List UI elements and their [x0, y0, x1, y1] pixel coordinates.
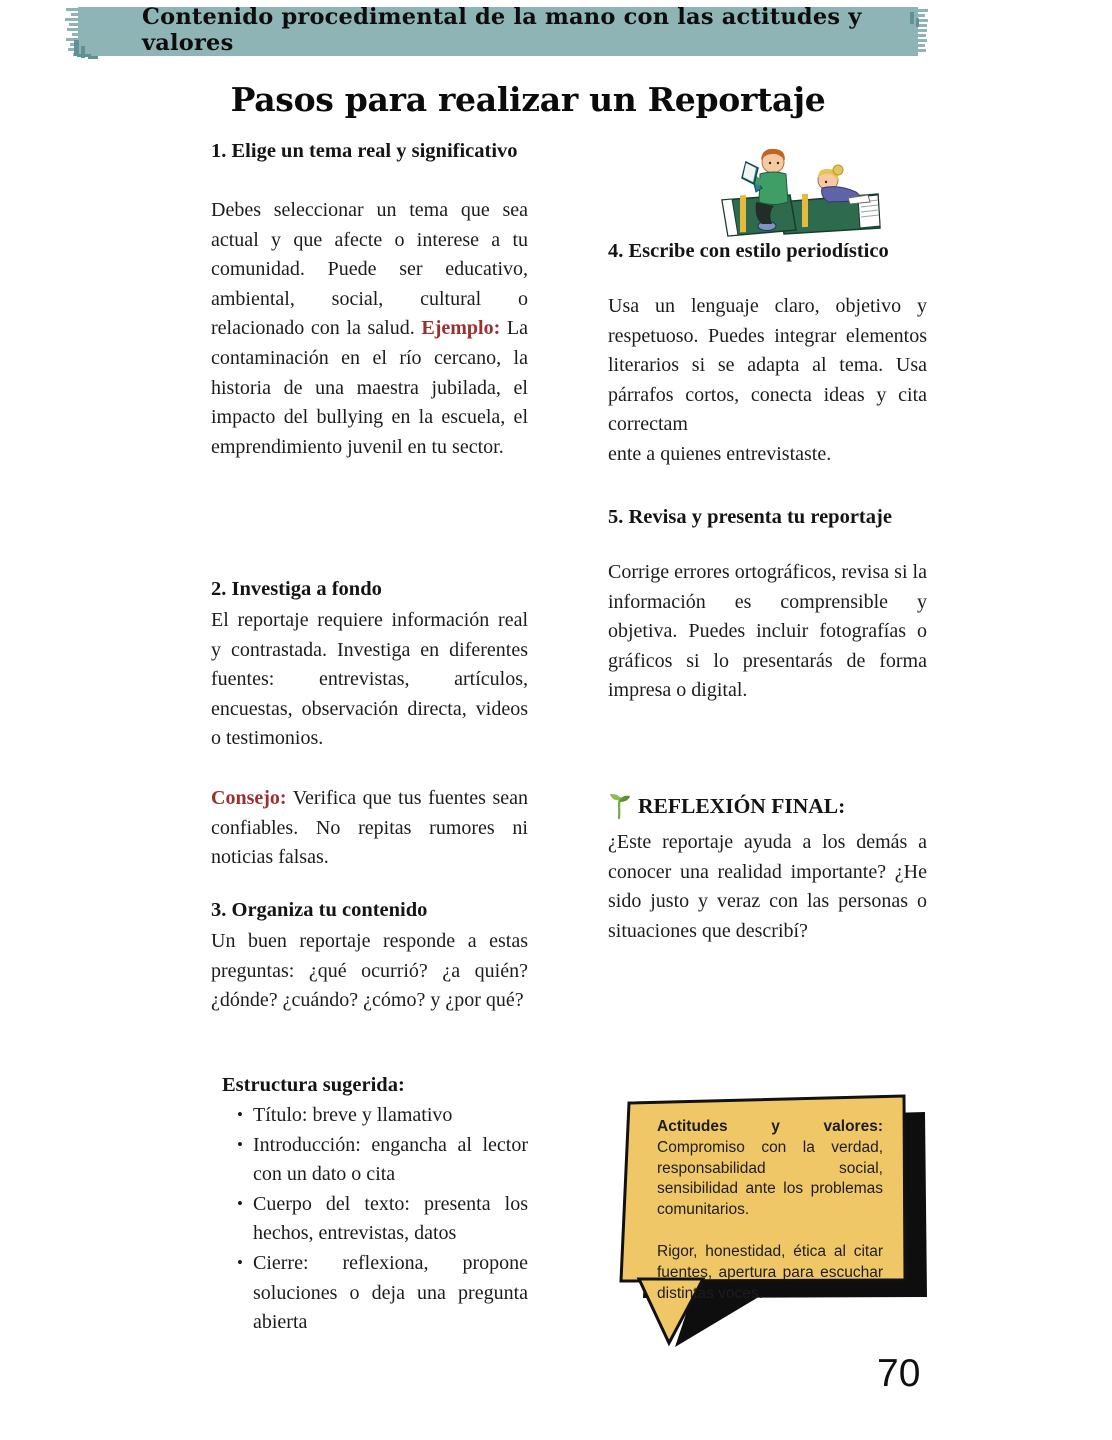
- banner: [64, 4, 930, 62]
- tip-paragraph: [211, 784, 528, 873]
- section4-body: [608, 292, 927, 470]
- page-number: 70: [877, 1352, 921, 1395]
- list-item: • Introducción: engancha al lector con un dato o cita: [236, 1131, 528, 1190]
- section1-body-text: Debes seleccionar un tema que sea actual y que afecte o interese a tu comunidad. Puede ser educativo, ambiental, social, cultural o relacionado con la salud.: [211, 199, 528, 340]
- section4-heading: 4. Escribe con estilo periodístico: [608, 240, 889, 262]
- example-text: La contaminación en el río cercano, la historia de una maestra jubilada, el impacto del bullying en la escuela, el emprendimiento juvenil en tu sector.: [211, 317, 528, 458]
- children-reading-illustration: [710, 140, 892, 242]
- reflexion-heading-row: [608, 793, 927, 819]
- list-item: • Título: breve y llamativo: [236, 1101, 528, 1131]
- callout-label: Actitudes y valores:: [657, 1118, 883, 1135]
- section5-body: Corrige errores ortográficos, revisa si la información es comprensible y objetiva. Puedes incluir fotografías o gráficos si lo presentarás de forma impresa o digital.: [608, 561, 927, 702]
- section1-heading: 1. Elige un tema real y significativo: [211, 140, 518, 162]
- estructura-heading: Estructura sugerida:: [222, 1074, 405, 1096]
- callout-text: [657, 1117, 883, 1304]
- reflexion-body: ¿Este reportaje ayuda a los demás a conocer una realidad importante? ¿He sido justo y veraz con las personas o situaciones que describí?: [608, 831, 927, 942]
- estructura-list: [236, 1101, 528, 1338]
- callout-p1-text: Compromiso con la verdad, responsabilidad social, sensibilidad ante los problemas comunitarios.: [657, 1138, 883, 1219]
- section3-body: Un buen reportaje responde a estas preguntas: ¿qué ocurrió? ¿a quién? ¿dónde? ¿cuándo? ¿cómo? y ¿por qué?: [211, 930, 528, 1012]
- reflexion-heading: REFLEXIÓN FINAL:: [638, 794, 846, 818]
- section2-body: El reportaje requiere información real y contrastada. Investiga en diferentes fuentes: entrevistas, artículos, encuestas, observación directa, videos o testimonios.: [211, 609, 528, 750]
- tip-label: Consejo:: [211, 787, 287, 809]
- section4-body-a: Usa un lenguaje claro, objetivo y respetuoso. Puedes integrar elementos literarios si se adapta al tema. Usa párrafos cortos, conecta ideas y cita correctam: [608, 295, 927, 436]
- example-label: Ejemplo:: [421, 317, 501, 340]
- girl-reading: [818, 165, 870, 204]
- sprout-icon: [608, 793, 632, 819]
- list-item: • Cierre: reflexiona, propone soluciones o deja una pregunta abierta: [236, 1249, 528, 1338]
- list-item: • Cuerpo del texto: presenta los hechos, entrevistas, datos: [236, 1190, 528, 1249]
- tip-text: Verifica que tus fuentes sean confiables. No repitas rumores ni noticias falsas.: [211, 787, 528, 869]
- callout-paragraph-2: Rigor, honestidad, ética al citar fuentes, apertura para escuchar distintas voces.: [657, 1242, 883, 1302]
- section3-heading: 3. Organiza tu contenido: [211, 899, 428, 921]
- section5-heading: 5. Revisa y presenta tu reportaje: [608, 506, 892, 528]
- page-title: Pasos para realizar un Reportaje: [230, 80, 826, 119]
- banner-title: Contenido procedimental de la mano con las actitudes y valores: [142, 4, 862, 56]
- callout-paragraph-1: [657, 1117, 883, 1221]
- section4-body-b: ente a quienes entrevistaste.: [608, 442, 832, 465]
- section1-body: [211, 196, 528, 462]
- section2-heading: 2. Investiga a fondo: [211, 578, 382, 600]
